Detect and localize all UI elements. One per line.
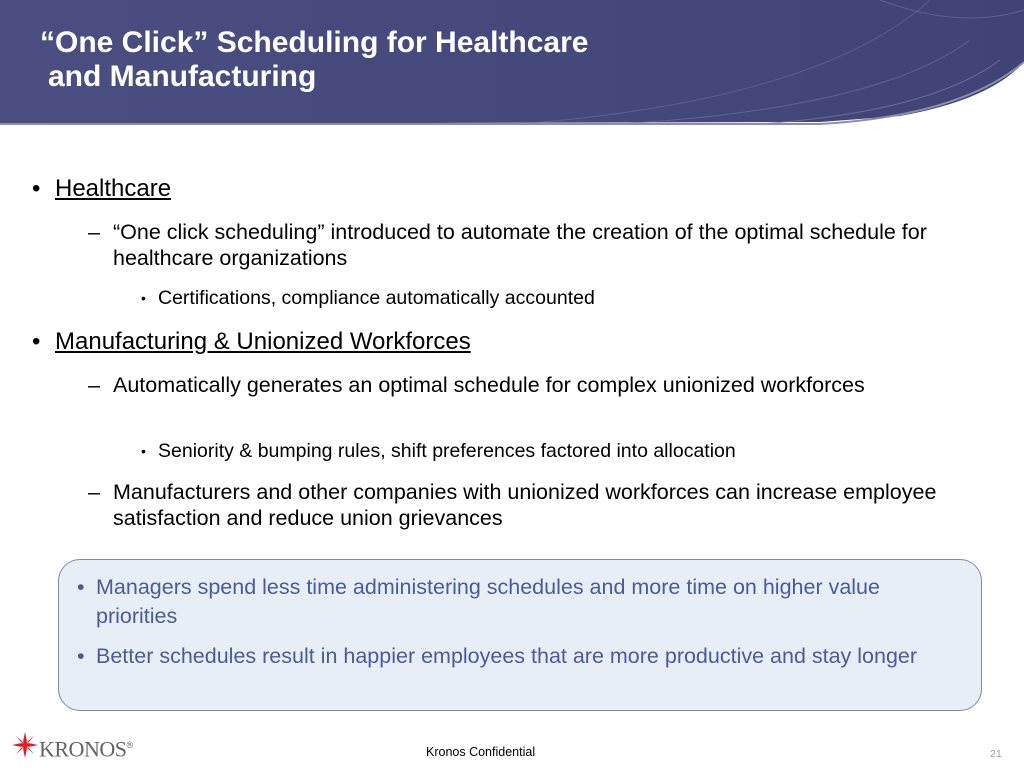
bullet-marker: • xyxy=(141,290,146,306)
page-number: 21 xyxy=(990,748,1002,760)
bullet-marker: • xyxy=(141,443,146,459)
sub-bullet-text: “One click scheduling” introduced to automate the creation of the optimal schedule for healthcare organizations xyxy=(113,220,927,270)
kronos-logo xyxy=(12,731,136,762)
sub-sub-bullet-text: Certifications, compliance automatically accounted xyxy=(158,287,595,309)
slide-header xyxy=(0,0,1024,126)
bullet-marker: • xyxy=(77,644,85,668)
callout-item-text: Better schedules result in happier employees that are more productive and stay longer xyxy=(96,644,918,668)
kronos-starburst-logo-icon xyxy=(12,732,38,758)
sub-bullet-text: Manufacturers and other companies with unionized workforces can increase employee satisfaction and reduce union grievances xyxy=(113,480,937,530)
dash-marker: – xyxy=(88,480,100,504)
dash-marker: – xyxy=(88,220,100,244)
logo-wordmark-text: KRONOS xyxy=(39,736,127,762)
title-line-1: “One Click” Scheduling for Healthcare xyxy=(40,26,589,59)
bullet-marker: • xyxy=(32,328,41,355)
dash-marker: – xyxy=(88,373,100,397)
sub-sub-bullet-text: Seniority & bumping rules, shift preferences factored into allocation xyxy=(158,440,736,462)
bullet-marker: • xyxy=(32,175,41,202)
registered-mark: ® xyxy=(126,740,133,750)
callout-box xyxy=(58,559,982,711)
bullet-marker: • xyxy=(77,575,85,599)
bullet-manufacturing-label: Manufacturing & Unionized Workforces xyxy=(55,328,471,355)
footer-confidential: Kronos Confidential xyxy=(426,745,536,759)
slide-title xyxy=(40,26,588,94)
sub-bullet-text: Automatically generates an optimal schedule for complex unionized workforces xyxy=(113,373,865,397)
callout-item-text: Managers spend less time administering schedules and more time on higher value priorities xyxy=(96,575,880,628)
bullet-healthcare-label: Healthcare xyxy=(55,175,172,202)
logo-wordmark xyxy=(39,732,133,762)
title-line-2: and Manufacturing xyxy=(48,60,317,93)
